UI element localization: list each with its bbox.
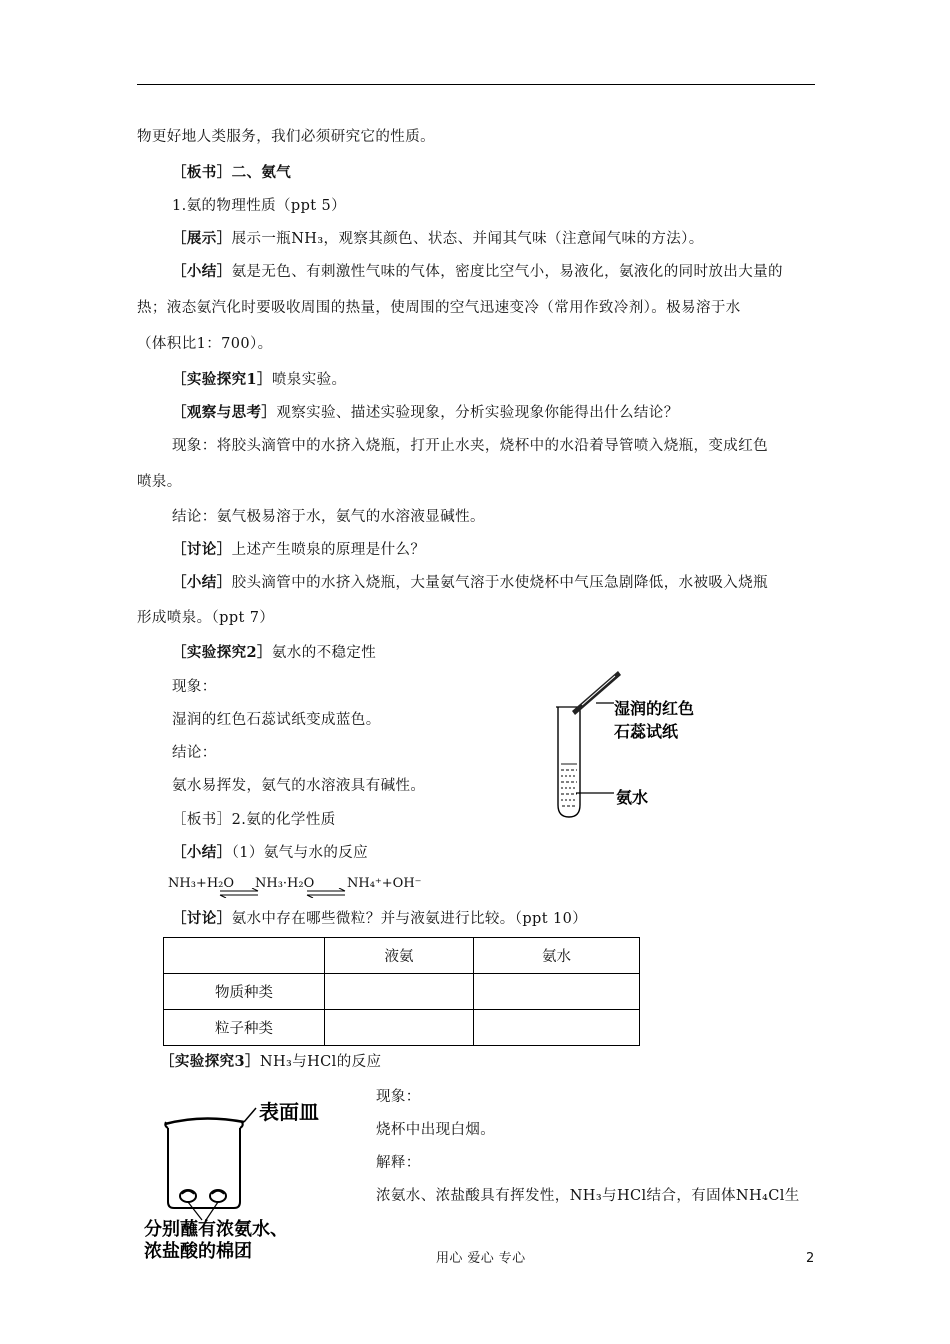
text-line: 现象： xyxy=(376,1089,421,1105)
figure-label-litmus-2: 石蕊试纸 xyxy=(614,722,679,741)
text-line: 热；液态氨汽化时要吸收周围的热量，使周围的空气迅速变冷（常用作致冷剂）。极易溶于水 xyxy=(137,300,741,316)
footer-motto: 用心 爱心 专心 xyxy=(436,1251,526,1266)
text-line: 结论：氨气极易溶于水，氨气的水溶液显碱性。 xyxy=(172,509,485,525)
text: 观察实验、描述实验现象，分析实验现象你能得出什么结论？ xyxy=(276,405,679,421)
tag: ［讨论］ xyxy=(172,541,232,558)
page-number: 2 xyxy=(806,1251,815,1266)
text-line xyxy=(172,909,587,929)
text-line xyxy=(172,262,783,282)
text: 氨水中存在哪些微粒？并与液氨进行比较。（ppt 10） xyxy=(231,911,588,927)
text: 展示一瓶NH₃，观察其颜色、状态、并闻其气味（注意闻气味的方法）。 xyxy=(231,231,704,247)
text: 氨是无色、有刺激性气味的气体，密度比空气小，易液化，氨液化的同时放出大量的 xyxy=(231,264,783,280)
text-line: 浓氨水、浓盐酸具有挥发性，NH₃与HCl结合，有固体NH₄Cl生 xyxy=(376,1188,800,1204)
text-line xyxy=(172,229,704,249)
table-cell: 粒子种类 xyxy=(164,1010,325,1046)
table-cell: 物质种类 xyxy=(164,974,325,1010)
tag: ［实验探究3］ xyxy=(160,1053,260,1070)
text: 上述产生喷泉的原理是什么？ xyxy=(231,542,426,558)
text-line: 湿润的红色石蕊试纸变成蓝色。 xyxy=(172,712,381,728)
text-line xyxy=(160,1052,381,1072)
table-row xyxy=(164,974,640,1010)
equilibrium-arrows-icon xyxy=(305,888,347,898)
text-line: （体积比1：700）。 xyxy=(137,336,273,352)
text-line xyxy=(172,843,368,863)
figure-label-watch-glass: 表面皿 xyxy=(259,1100,319,1124)
table-cell xyxy=(474,974,640,1010)
tag: ［小结］ xyxy=(172,844,232,861)
header-rule xyxy=(137,84,815,85)
beaker-figure xyxy=(160,1100,270,1225)
text-line xyxy=(172,540,425,560)
tag: ［实验探究2］ xyxy=(172,644,272,661)
table-row xyxy=(164,1010,640,1046)
text-line: 解释： xyxy=(376,1155,421,1171)
tag: ［实验探究1］ xyxy=(172,371,272,388)
tag: ［展示］ xyxy=(172,230,232,247)
table-cell xyxy=(474,1010,640,1046)
figure-label-cotton-2: 浓盐酸的棉团 xyxy=(144,1241,252,1262)
table-header: 氨水 xyxy=(474,938,640,974)
table-cell xyxy=(325,1010,474,1046)
table-cell xyxy=(325,974,474,1010)
test-tube-figure xyxy=(552,665,622,820)
figure-label-litmus-1: 湿润的红色 xyxy=(614,699,695,718)
figure-label-ammonia-water: 氨水 xyxy=(616,788,649,807)
text: 胶头滴管中的水挤入烧瓶，大量氨气溶于水使烧杯中气压急剧降低，水被吸入烧瓶 xyxy=(231,575,769,591)
text-line: 结论： xyxy=(172,745,217,761)
equation-middle: NH₃·H₂O xyxy=(255,876,315,891)
text-line: 形成喷泉。（ppt 7） xyxy=(137,610,275,626)
text: NH₃与HCl的反应 xyxy=(259,1054,382,1070)
equation-left: NH₃+H₂O xyxy=(168,876,235,891)
section-title: 1.氨的物理性质（ppt 5） xyxy=(172,198,347,214)
text-line xyxy=(172,643,376,663)
tag: ［小结］ xyxy=(172,263,232,280)
table-cell xyxy=(164,938,325,974)
text-line: 物更好地人类服务，我们必须研究它的性质。 xyxy=(137,129,435,145)
equilibrium-arrows-icon xyxy=(218,888,260,898)
tag: ［观察与思考］ xyxy=(172,404,277,421)
figure-label-cotton-1: 分别蘸有浓氨水、 xyxy=(144,1219,288,1240)
board-heading: ［板书］二、氨气 xyxy=(172,164,292,181)
tag: ［小结］ xyxy=(172,574,232,591)
equation-right: NH₄⁺+OH⁻ xyxy=(347,876,422,891)
text-line: 现象： xyxy=(172,679,217,695)
text-line: ［板书］2.氨的化学性质 xyxy=(172,812,336,828)
text: 喷泉实验。 xyxy=(271,372,347,388)
table-header: 液氨 xyxy=(325,938,474,974)
text-line: 喷泉。 xyxy=(137,474,182,490)
table-header-row xyxy=(164,938,640,974)
text-line: 现象：将胶头滴管中的水挤入烧瓶，打开止水夹，烧杯中的水沿着导管喷入烧瓶，变成红色 xyxy=(172,438,768,454)
comparison-table xyxy=(163,937,640,1046)
text: 氨水的不稳定性 xyxy=(271,645,377,661)
text-line xyxy=(172,403,679,423)
text-line xyxy=(172,573,768,593)
text-line xyxy=(172,370,346,390)
text-line: 氨水易挥发，氨气的水溶液具有碱性。 xyxy=(172,778,426,794)
text-line: 烧杯中出现白烟。 xyxy=(376,1122,496,1138)
text: （1）氨气与水的反应 xyxy=(231,845,369,861)
tag: ［讨论］ xyxy=(172,910,232,927)
